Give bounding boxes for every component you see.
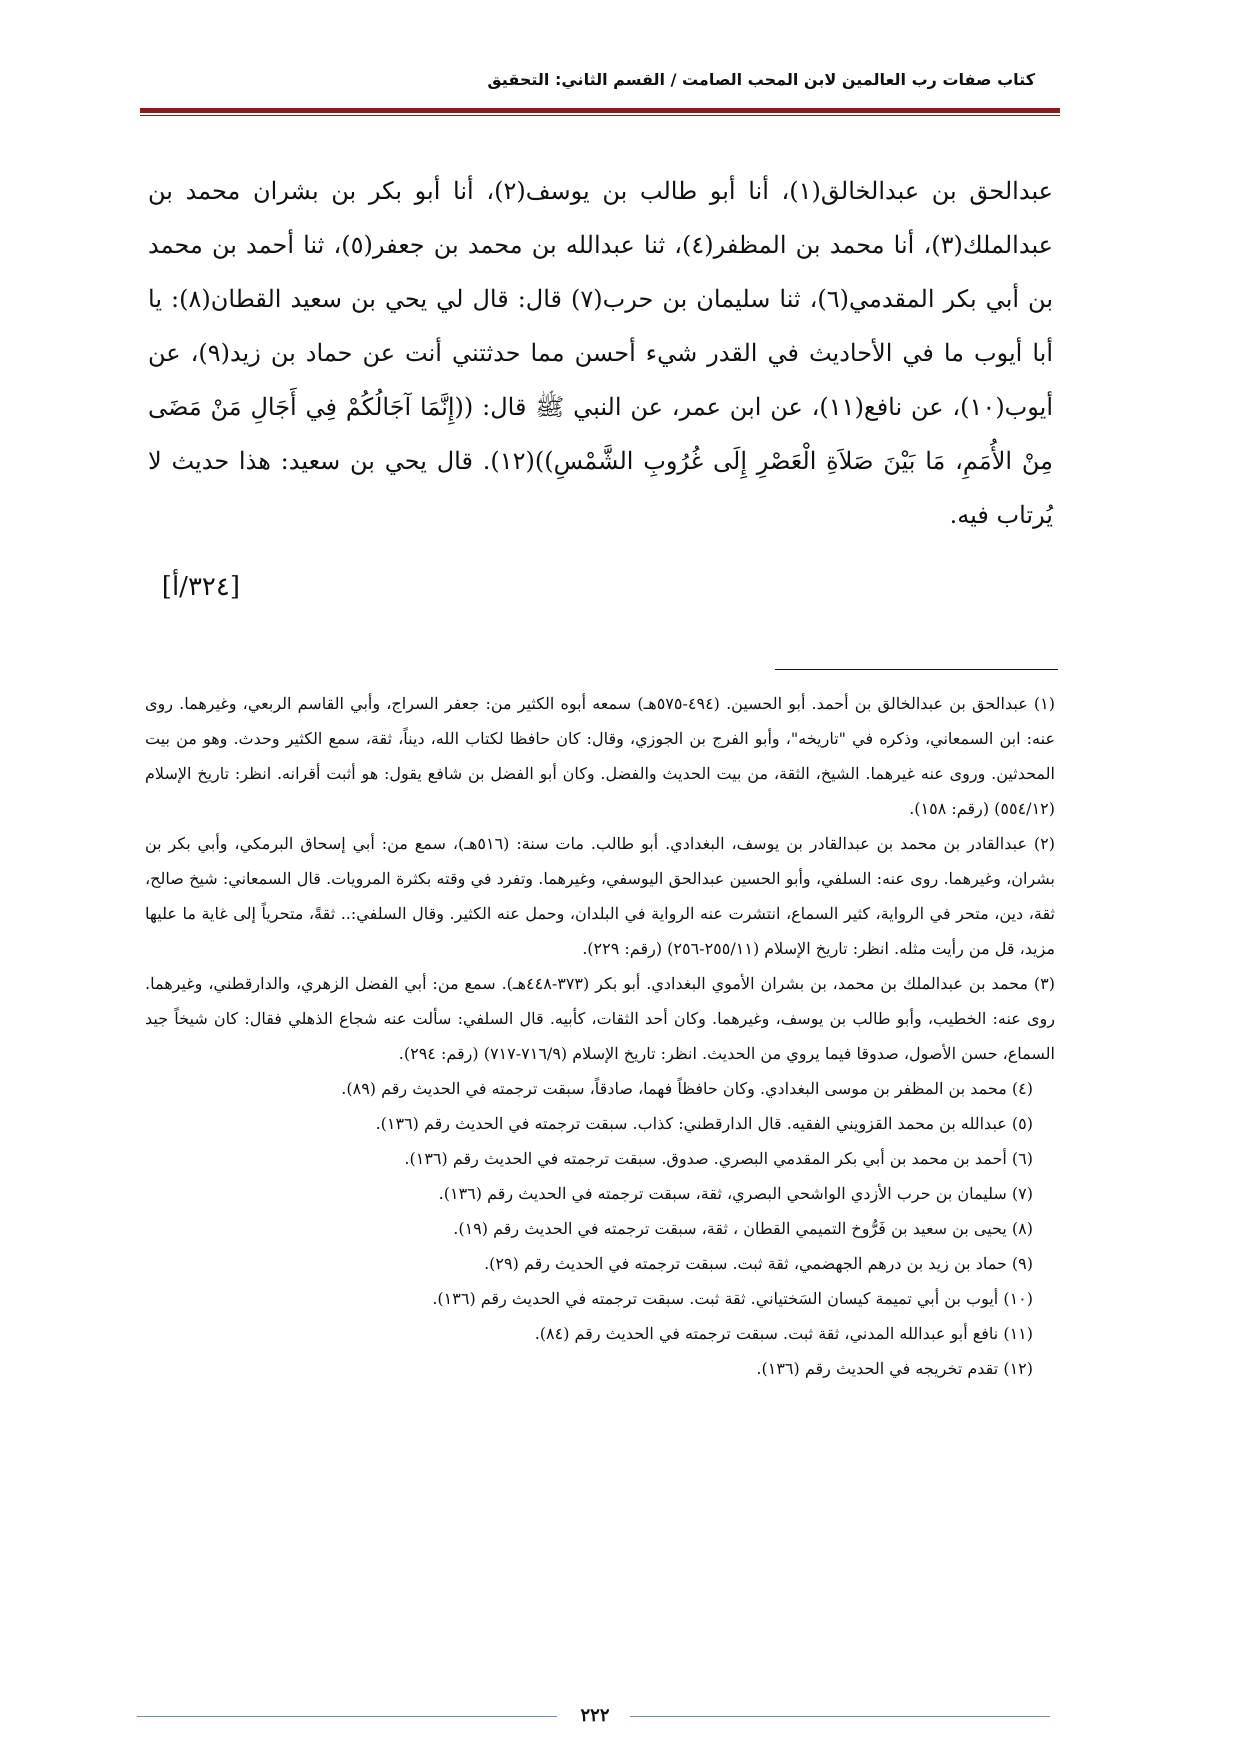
main-text-block	[148, 164, 1053, 542]
footnote-3: (٣) محمد بن عبدالملك بن محمد، بن بشران الأموي البغدادي. أبو بكر (٣٧٣-٤٤٨هـ). سمع من: أبي الفضل الزهري، والدارقطني، وغيرهما. روى عنه: الخطيب، وأبو طالب بن يوسف، وغيرهما. وكان أحد الثقات، كأبيه. قال السلفي: سألت عنه شجاع الذهلي فقال: كان شيخاً جيد السماع، حسن الأصول، صدوقا فيما يروي من الحديث. انظر: تاريخ الإسلام (٧١٦/٩-٧١٧) (رقم: ٢٩٤).	[145, 974, 1055, 1063]
footnote-7: (٧) سليمان بن حرب الأزدي الواشحي البصري، ثقة، سبقت ترجمته في الحديث رقم (١٣٦).	[438, 1184, 1033, 1203]
page-number: ٢٢٢	[580, 1705, 610, 1726]
folio-marker: [٣٢٤/أ]	[161, 572, 240, 602]
footnote-1: (١) عبدالحق بن عبدالخالق بن أحمد. أبو الحسين. (٤٩٤-٥٧٥هـ) سمعه أبوه الكثير من: جعفر السراج، وأبي القاسم الربعي، وغيرهما. روى عنه: ابن السمعاني، وذكره في "تاريخه"، وأبو الفرج بن الجوزي، وقال: كان حافظا لكتاب الله، ديناً، ثقة، سمع الكثير وحدث. وهو من بيت المحدثين. وروى عنه غيرهما. الشيخ، الثقة، من بيت الحديث والفضل. وكان أبو الفضل بن شافع يقول: هو أثبت أقرانه. انظر: تاريخ الإسلام (٥٥٤/١٢) (رقم: ١٥٨).	[145, 694, 1056, 818]
hadith-paragraph: عبدالحق بن عبدالخالق(١)، أنا أبو طالب بن يوسف(٢)، أنا أبو بكر بن بشران محمد بن عبدالملك(٣)، أنا محمد بن المظفر(٤)، ثنا عبدالله بن محمد بن جعفر(٥)، ثنا أحمد بن محمد بن أبي بكر المقدمي(٦)، ثنا سليمان بن حرب(٧) قال: قال لي يحي بن سعيد القطان(٨): يا أبا أيوب ما في الأحاديث في القدر شيء أحسن مما حدثتني أنت عن حماد بن زيد(٩)، عن أيوب(١٠)، عن نافع(١١)، عن ابن عمر، عن النبي ﷺ قال: ((إِنَّمَا آجَالُكُمْ فِي أَجَالِ مَنْ مَضَى مِنْ الأُمَمِ، مَا بَيْنَ صَلاَةِ الْعَصْرِ إِلَى غُرُوبِ الشَّمْسِ))(١٢). قال يحي بن سعيد: هذا حديث لا يُرتاب فيه.	[148, 177, 1054, 529]
footer-rule-left	[137, 1716, 557, 1717]
footnote-6: (٦) أحمد بن محمد بن أبي بكر المقدمي البصري. صدوق. سبقت ترجمته في الحديث رقم (١٣٦).	[404, 1149, 1033, 1168]
header-rule-thick	[140, 108, 1060, 113]
running-header-title: كتاب صفات رب العالمين لابن المحب الصامت / القسم الثاني: التحقيق	[487, 70, 1035, 89]
footer-rule-right	[630, 1716, 1050, 1717]
footnotes	[145, 686, 1055, 1386]
footnote-5: (٥) عبدالله بن محمد القزويني الفقيه. قال الدارقطني: كذاب. سبقت ترجمته في الحديث رقم (١٣٦).	[375, 1114, 1033, 1133]
footnote-4: (٤) محمد بن المظفر بن موسى البغدادي. وكان حافظاً فهما، صادقاً، سبقت ترجمته في الحديث رقم (٨٩).	[341, 1079, 1033, 1098]
footnote-2: (٢) عبدالقادر بن محمد بن عبدالقادر بن يوسف، البغدادي. أبو طالب. مات سنة: (٥١٦هـ)، سمع من: أبي إسحاق البرمكي، وأبي بكر بن بشران، وغيرهما. روى عنه: السلفي، وأبو الحسين عبدالحق اليوسفي، وغيرهما. وتفرد في وقته بكثرة المرويات. قال السمعاني: شيخ صالح، ثقة، دين، متحر في الرواية، كثير السماع، انتشرت عنه الرواية في البلدان، وحمل عنه الكثير. وقال السلفي:.. ثقةً، متحرياً إلى غاية ما عليها مزيد، قل من رأيت مثله. انظر: تاريخ الإسلام (٢٥٥/١١-٢٥٦) (رقم: ٢٢٩).	[145, 834, 1056, 958]
header-rule-thin	[140, 115, 1060, 116]
footnote-11: (١١) نافع أبو عبدالله المدني، ثقة ثبت. سبقت ترجمته في الحديث رقم (٨٤).	[534, 1324, 1033, 1343]
footnote-12: (١٢) تقدم تخريجه في الحديث رقم (١٣٦).	[756, 1359, 1033, 1378]
footnote-separator	[775, 669, 1058, 670]
footnote-8: (٨) يحيى بن سعيد بن فَرُّوخ التميمي القطان ، ثقة، سبقت ترجمته في الحديث رقم (١٩).	[453, 1219, 1033, 1238]
footnote-10: (١٠) أيوب بن أبي تميمة كيسان السَختياني. ثقة ثبت. سبقت ترجمته في الحديث رقم (١٣٦).	[432, 1289, 1033, 1308]
footnote-9: (٩) حماد بن زيد بن درهم الجهضمي، ثقة ثبت. سبقت ترجمته في الحديث رقم (٢٩).	[484, 1254, 1033, 1273]
